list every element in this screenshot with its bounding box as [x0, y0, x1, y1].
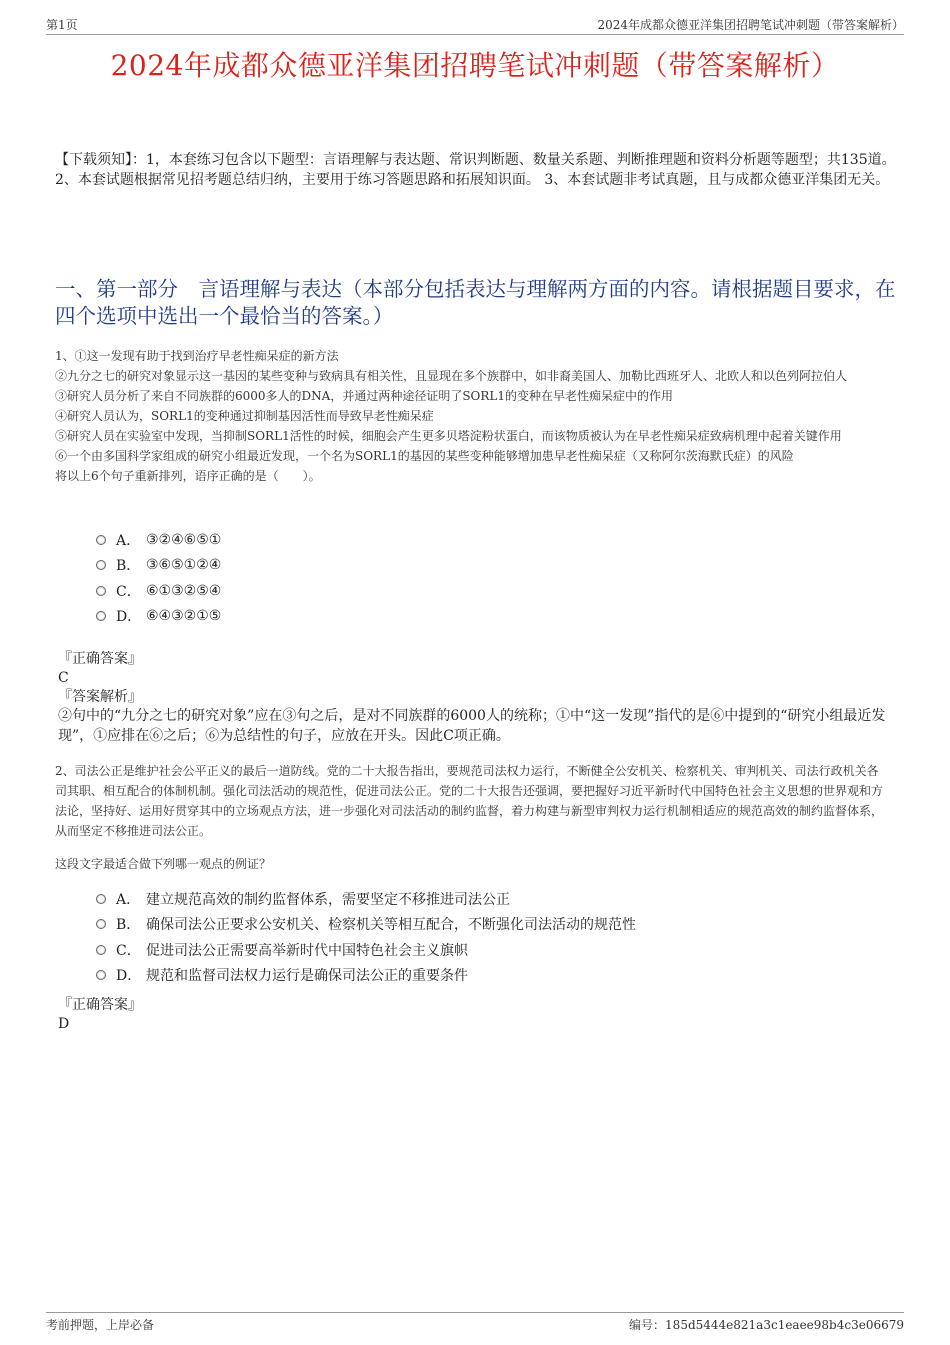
q2-option-b[interactable]: [96, 912, 636, 938]
option-letter: B．: [116, 917, 141, 934]
q1-line: ⑤研究人员在实验室中发现，当抑制SORL1活性的时候，细胞会产生更多贝塔淀粉状蛋白，而该物质被认为在早老性痴呆症致病机理中起着关键作用: [55, 429, 842, 443]
analysis-label: 『答案解析』: [58, 689, 142, 705]
radio-icon[interactable]: [96, 560, 106, 570]
section-heading: 一、第一部分 言语理解与表达（本部分包括表达与理解两方面的内容。请根据题目要求，在四个选项中选出一个最恰当的答案。）: [55, 277, 896, 328]
q1-option-d[interactable]: [96, 604, 221, 630]
option-letter: D．: [116, 609, 142, 626]
question-1-text: [55, 346, 890, 486]
question-2-prompt: 这段文字最适合做下列哪一观点的例证？: [55, 857, 272, 871]
q1-option-c[interactable]: [96, 578, 221, 604]
option-letter: C．: [116, 583, 141, 600]
page-footer: [46, 1312, 904, 1332]
q1-answer-block: [58, 650, 142, 707]
option-text: ③②④⑥⑤①: [146, 531, 222, 548]
q1-line: ⑥一个由多国科学家组成的研究小组最近发现，一个名为SORL1的基因的某些变种能够增加患早老性痴呆症（又称阿尔茨海默氏症）的风险: [55, 449, 794, 463]
option-letter: A．: [116, 891, 141, 908]
option-text: 确保司法公正要求公安机关、检察机关等相互配合，不断强化司法活动的规范性: [146, 917, 636, 934]
radio-icon[interactable]: [96, 970, 106, 980]
q1-option-b[interactable]: [96, 553, 221, 579]
document-title: 2024年成都众德亚洋集团招聘笔试冲刺题（带答案解析）: [110, 49, 840, 82]
q2-options: [96, 886, 636, 988]
q2-option-a[interactable]: [96, 886, 636, 912]
q2-option-d[interactable]: [96, 963, 636, 989]
q1-analysis: ②句中的“九分之七的研究对象”应在③句之后，是对不同族群的6000人的统称；①中“这一发现”指代的是⑥中提到的“研究小组最近发现”，①应排在⑥之后；⑥为总结性的句子，应放在开头。因此C项正确。: [58, 708, 886, 744]
q1-options: [96, 527, 221, 629]
radio-icon[interactable]: [96, 919, 106, 929]
page-header: [46, 14, 904, 35]
q1-line: ②九分之七的研究对象显示这一基因的某些变种与致病具有相关性，且显现在多个族群中，如非裔美国人、加勒比西班牙人、北欧人和以色列阿拉伯人: [55, 369, 848, 383]
answer-value: D: [58, 1016, 70, 1032]
answer-value: C: [58, 670, 69, 686]
option-text: 促进司法公正需要高举新时代中国特色社会主义旗帜: [146, 942, 468, 959]
answer-label: 『正确答案』: [58, 651, 142, 667]
option-text: ⑥④③②①⑤: [146, 608, 222, 625]
radio-icon[interactable]: [96, 894, 106, 904]
download-notice: 【下载须知】：1，本套练习包含以下题型：言语理解与表达题、常识判断题、数量关系题、判断推理题和资料分析题等题型；共135道。 2、本套试题根据常见招考题总结归纳，主要用于练习答题思路和拓展知识面。 3、本套试题非考试真题，且与成都众德亚洋集团无关。: [55, 152, 896, 188]
q2-answer-block: [58, 996, 142, 1034]
q1-line: 将以上6个句子重新排列，语序正确的是（ ）。: [55, 469, 321, 483]
radio-icon[interactable]: [96, 611, 106, 621]
option-letter: B．: [116, 558, 141, 575]
radio-icon[interactable]: [96, 535, 106, 545]
radio-icon[interactable]: [96, 586, 106, 596]
option-letter: A．: [116, 532, 141, 549]
option-text: ③⑥⑤①②④: [146, 557, 222, 574]
question-2-text: 2、司法公正是维护社会公平正义的最后一道防线。党的二十大报告指出，要规范司法权力运行，不断健全公安机关、检察机关、审判机关、司法行政机关各司其职、相互配合的体制机制。强化司法活动的规范性，促进司法公正。党的二十大报告还强调，要把握好习近平新时代中国特色社会主义思想的世界观和方法论，坚持好、运用好贯穿其中的立场观点方法，进一步强化对司法活动的制约监督，着力构建与新型审判权力运行机制相适应的规范高效的制约监督体系，从而坚定不移推进司法公正。: [55, 764, 884, 838]
option-text: ⑥①③②⑤④: [146, 582, 222, 599]
radio-icon[interactable]: [96, 945, 106, 955]
option-letter: C．: [116, 942, 141, 959]
footer-slogan: 考前押题，上岸必备: [46, 1318, 155, 1332]
q2-option-c[interactable]: [96, 937, 636, 963]
option-letter: D．: [116, 968, 142, 985]
header-doc-title: 2024年成都众德亚洋集团招聘笔试冲刺题（带答案解析）: [597, 18, 904, 32]
option-text: 建立规范高效的制约监督体系，需要坚定不移推进司法公正: [146, 891, 510, 908]
answer-label: 『正确答案』: [58, 997, 142, 1013]
q1-line: 1、①这一发现有助于找到治疗早老性痴呆症的新方法: [55, 349, 339, 363]
q1-line: ④研究人员认为，SORL1的变种通过抑制基因活性而导致早老性痴呆症: [55, 409, 434, 423]
page-number: 第1页: [46, 18, 78, 32]
footer-doc-id: 编号：185d5444e821a3c1eaee98b4c3e06679: [629, 1318, 904, 1332]
option-text: 规范和监督司法权力运行是确保司法公正的重要条件: [146, 968, 468, 985]
q1-option-a[interactable]: [96, 527, 221, 553]
q1-line: ③研究人员分析了来自不同族群的6000多人的DNA，并通过两种途径证明了SORL1的变种在早老性痴呆症中的作用: [55, 389, 674, 403]
